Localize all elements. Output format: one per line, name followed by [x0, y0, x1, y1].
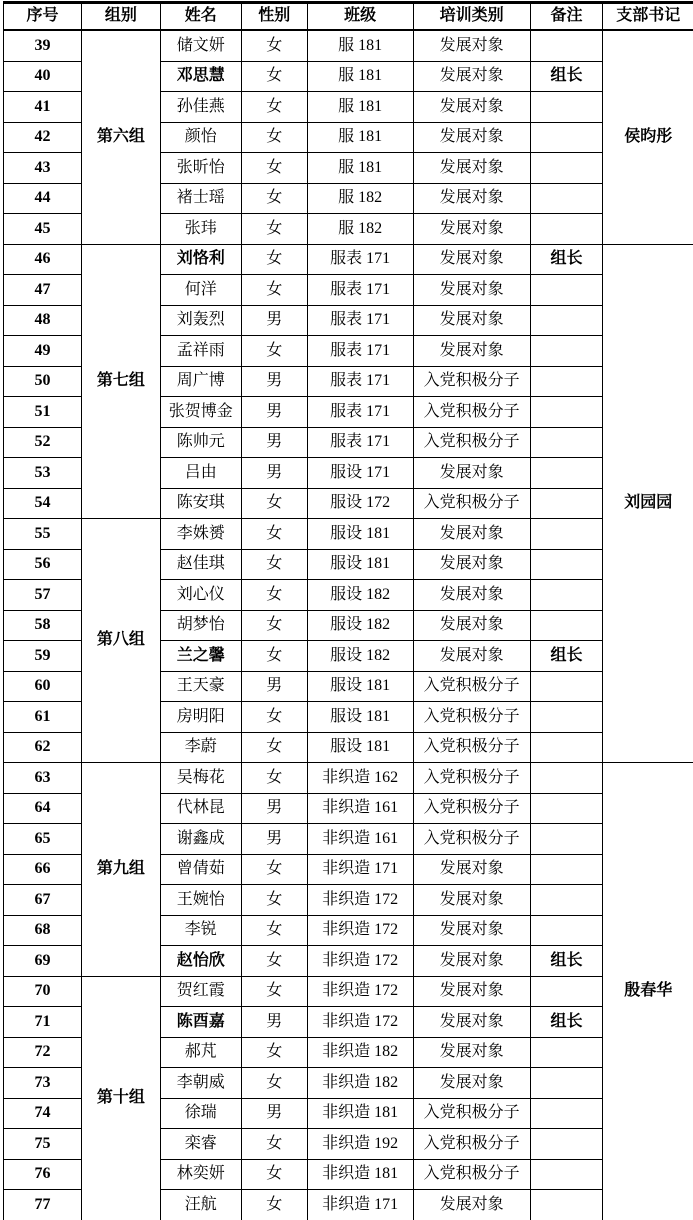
cell-class: 服 181	[307, 122, 413, 153]
cell-training-category: 入党积极分子	[413, 1129, 530, 1160]
cell-note	[530, 1037, 603, 1068]
cell-training-category: 发展对象	[413, 183, 530, 214]
cell-note	[530, 183, 603, 214]
cell-group-merged: 第九组	[81, 763, 160, 977]
cell-note	[530, 305, 603, 336]
cell-class: 服设 181	[307, 671, 413, 702]
cell-training-category: 发展对象	[413, 153, 530, 184]
cell-training-category: 发展对象	[413, 1190, 530, 1220]
cell-note	[530, 763, 603, 794]
cell-gender: 女	[241, 153, 307, 184]
cell-serial-number: 70	[4, 976, 82, 1007]
cell-serial-number: 46	[4, 244, 82, 275]
cell-serial-number: 71	[4, 1007, 82, 1038]
cell-serial-number: 47	[4, 275, 82, 306]
cell-training-category: 发展对象	[413, 214, 530, 245]
cell-name: 胡梦怡	[160, 610, 241, 641]
cell-training-category: 入党积极分子	[413, 671, 530, 702]
cell-note	[530, 458, 603, 489]
cell-note: 组长	[530, 641, 603, 672]
cell-serial-number: 54	[4, 488, 82, 519]
col-header-training-category: 培训类别	[413, 3, 530, 31]
cell-class: 服 181	[307, 61, 413, 92]
cell-class: 非织造 161	[307, 824, 413, 855]
cell-note	[530, 976, 603, 1007]
cell-serial-number: 62	[4, 732, 82, 763]
cell-serial-number: 67	[4, 885, 82, 916]
table-row	[4, 519, 693, 550]
cell-training-category: 发展对象	[413, 1037, 530, 1068]
cell-gender: 女	[241, 519, 307, 550]
cell-training-category: 入党积极分子	[413, 732, 530, 763]
cell-gender: 女	[241, 610, 307, 641]
cell-name: 曾倩茹	[160, 854, 241, 885]
cell-serial-number: 66	[4, 854, 82, 885]
table-row	[4, 244, 693, 275]
cell-serial-number: 69	[4, 946, 82, 977]
cell-class: 服表 171	[307, 336, 413, 367]
cell-training-category: 发展对象	[413, 854, 530, 885]
cell-serial-number: 57	[4, 580, 82, 611]
cell-name: 张玮	[160, 214, 241, 245]
cell-note	[530, 519, 603, 550]
cell-secretary-merged: 刘园园	[603, 244, 693, 763]
cell-class: 服 181	[307, 30, 413, 61]
cell-training-category: 入党积极分子	[413, 427, 530, 458]
cell-serial-number: 76	[4, 1159, 82, 1190]
cell-gender: 女	[241, 976, 307, 1007]
cell-gender: 男	[241, 824, 307, 855]
cell-gender: 女	[241, 183, 307, 214]
cell-note	[530, 336, 603, 367]
cell-serial-number: 64	[4, 793, 82, 824]
cell-note	[530, 275, 603, 306]
cell-class: 服 181	[307, 153, 413, 184]
cell-note	[530, 1129, 603, 1160]
cell-class: 非织造 172	[307, 885, 413, 916]
cell-gender: 男	[241, 1098, 307, 1129]
cell-name: 谢鑫成	[160, 824, 241, 855]
cell-name: 陈安琪	[160, 488, 241, 519]
cell-training-category: 发展对象	[413, 61, 530, 92]
cell-note	[530, 366, 603, 397]
cell-class: 服设 182	[307, 580, 413, 611]
cell-serial-number: 56	[4, 549, 82, 580]
cell-training-category: 发展对象	[413, 976, 530, 1007]
cell-name: 刘心仪	[160, 580, 241, 611]
cell-gender: 女	[241, 915, 307, 946]
cell-gender: 男	[241, 366, 307, 397]
cell-gender: 女	[241, 214, 307, 245]
cell-serial-number: 59	[4, 641, 82, 672]
cell-name: 贺红霞	[160, 976, 241, 1007]
cell-training-category: 入党积极分子	[413, 366, 530, 397]
cell-serial-number: 43	[4, 153, 82, 184]
cell-gender: 男	[241, 793, 307, 824]
cell-training-category: 发展对象	[413, 122, 530, 153]
cell-training-category: 入党积极分子	[413, 488, 530, 519]
cell-note	[530, 397, 603, 428]
cell-gender: 女	[241, 1037, 307, 1068]
cell-gender: 女	[241, 1159, 307, 1190]
cell-note	[530, 122, 603, 153]
cell-training-category: 入党积极分子	[413, 763, 530, 794]
cell-serial-number: 52	[4, 427, 82, 458]
cell-name: 王天豪	[160, 671, 241, 702]
cell-class: 服表 171	[307, 397, 413, 428]
cell-serial-number: 42	[4, 122, 82, 153]
cell-name: 孙佳燕	[160, 92, 241, 123]
cell-gender: 女	[241, 30, 307, 61]
cell-name: 颜怡	[160, 122, 241, 153]
cell-training-category: 发展对象	[413, 458, 530, 489]
cell-name: 吴梅花	[160, 763, 241, 794]
cell-class: 非织造 172	[307, 976, 413, 1007]
cell-note	[530, 793, 603, 824]
cell-name: 赵佳琪	[160, 549, 241, 580]
cell-name: 孟祥雨	[160, 336, 241, 367]
cell-class: 服设 171	[307, 458, 413, 489]
cell-class: 服 182	[307, 183, 413, 214]
cell-note	[530, 580, 603, 611]
cell-name: 李蔚	[160, 732, 241, 763]
cell-name: 陈酉嘉	[160, 1007, 241, 1038]
cell-class: 非织造 181	[307, 1098, 413, 1129]
cell-gender: 男	[241, 427, 307, 458]
cell-training-category: 入党积极分子	[413, 397, 530, 428]
cell-note	[530, 214, 603, 245]
cell-class: 服设 172	[307, 488, 413, 519]
cell-note	[530, 915, 603, 946]
cell-class: 非织造 162	[307, 763, 413, 794]
cell-name: 李朝威	[160, 1068, 241, 1099]
cell-note	[530, 30, 603, 61]
cell-gender: 女	[241, 854, 307, 885]
cell-class: 非织造 182	[307, 1068, 413, 1099]
cell-note: 组长	[530, 946, 603, 977]
cell-secretary-merged: 侯昀彤	[603, 30, 693, 244]
cell-name: 邓思慧	[160, 61, 241, 92]
cell-name: 徐瑞	[160, 1098, 241, 1129]
cell-training-category: 发展对象	[413, 946, 530, 977]
cell-serial-number: 61	[4, 702, 82, 733]
cell-serial-number: 73	[4, 1068, 82, 1099]
cell-group-merged: 第六组	[81, 30, 160, 244]
cell-class: 服设 181	[307, 549, 413, 580]
cell-training-category: 入党积极分子	[413, 793, 530, 824]
cell-note	[530, 1190, 603, 1220]
cell-serial-number: 48	[4, 305, 82, 336]
cell-name: 刘轰烈	[160, 305, 241, 336]
cell-name: 何洋	[160, 275, 241, 306]
cell-training-category: 发展对象	[413, 275, 530, 306]
cell-class: 服设 181	[307, 732, 413, 763]
cell-class: 非织造 172	[307, 915, 413, 946]
cell-serial-number: 58	[4, 610, 82, 641]
cell-serial-number: 63	[4, 763, 82, 794]
cell-training-category: 入党积极分子	[413, 1159, 530, 1190]
cell-gender: 女	[241, 702, 307, 733]
cell-note	[530, 1159, 603, 1190]
cell-training-category: 发展对象	[413, 1007, 530, 1038]
cell-name: 兰之馨	[160, 641, 241, 672]
cell-gender: 男	[241, 458, 307, 489]
cell-serial-number: 50	[4, 366, 82, 397]
cell-training-category: 发展对象	[413, 610, 530, 641]
col-header-branch-secretary: 支部书记	[603, 3, 693, 31]
cell-training-category: 发展对象	[413, 580, 530, 611]
cell-training-category: 入党积极分子	[413, 1098, 530, 1129]
cell-gender: 男	[241, 1007, 307, 1038]
cell-serial-number: 40	[4, 61, 82, 92]
cell-secretary-merged: 殷春华	[603, 763, 693, 1220]
cell-note	[530, 854, 603, 885]
cell-serial-number: 65	[4, 824, 82, 855]
cell-note: 组长	[530, 1007, 603, 1038]
col-header-gender: 性别	[241, 3, 307, 31]
cell-gender: 男	[241, 305, 307, 336]
cell-name: 刘恪利	[160, 244, 241, 275]
cell-gender: 女	[241, 549, 307, 580]
cell-gender: 女	[241, 580, 307, 611]
cell-note	[530, 92, 603, 123]
cell-class: 服表 171	[307, 275, 413, 306]
cell-training-category: 发展对象	[413, 305, 530, 336]
cell-serial-number: 49	[4, 336, 82, 367]
cell-class: 服设 182	[307, 610, 413, 641]
cell-gender: 女	[241, 1190, 307, 1220]
cell-training-category: 发展对象	[413, 336, 530, 367]
cell-gender: 女	[241, 488, 307, 519]
cell-name: 褚士瑶	[160, 183, 241, 214]
cell-note: 组长	[530, 61, 603, 92]
cell-training-category: 发展对象	[413, 519, 530, 550]
cell-serial-number: 72	[4, 1037, 82, 1068]
cell-gender: 女	[241, 946, 307, 977]
cell-gender: 女	[241, 763, 307, 794]
col-header-note: 备注	[530, 3, 603, 31]
table-row	[4, 30, 693, 61]
cell-group-merged: 第八组	[81, 519, 160, 763]
cell-name: 储文妍	[160, 30, 241, 61]
cell-group-merged: 第七组	[81, 244, 160, 519]
cell-training-category: 发展对象	[413, 915, 530, 946]
cell-name: 汪航	[160, 1190, 241, 1220]
cell-serial-number: 41	[4, 92, 82, 123]
cell-name: 房明阳	[160, 702, 241, 733]
cell-name: 王婉怡	[160, 885, 241, 916]
cell-serial-number: 44	[4, 183, 82, 214]
cell-gender: 女	[241, 122, 307, 153]
cell-training-category: 发展对象	[413, 30, 530, 61]
cell-gender: 男	[241, 397, 307, 428]
cell-training-category: 发展对象	[413, 1068, 530, 1099]
cell-note	[530, 1068, 603, 1099]
cell-training-category: 发展对象	[413, 549, 530, 580]
member-table	[3, 1, 693, 1220]
cell-training-category: 发展对象	[413, 92, 530, 123]
cell-gender: 女	[241, 732, 307, 763]
cell-class: 非织造 172	[307, 946, 413, 977]
cell-note	[530, 702, 603, 733]
cell-name: 赵怡欣	[160, 946, 241, 977]
cell-note	[530, 671, 603, 702]
cell-class: 非织造 181	[307, 1159, 413, 1190]
cell-gender: 女	[241, 61, 307, 92]
cell-serial-number: 51	[4, 397, 82, 428]
cell-class: 服表 171	[307, 244, 413, 275]
cell-training-category: 发展对象	[413, 244, 530, 275]
cell-class: 非织造 171	[307, 1190, 413, 1220]
col-header-serial-number: 序号	[4, 3, 82, 31]
cell-name: 郝芃	[160, 1037, 241, 1068]
cell-class: 服设 182	[307, 641, 413, 672]
cell-note: 组长	[530, 244, 603, 275]
cell-class: 服表 171	[307, 366, 413, 397]
cell-training-category: 发展对象	[413, 885, 530, 916]
cell-serial-number: 55	[4, 519, 82, 550]
cell-gender: 女	[241, 244, 307, 275]
cell-note	[530, 488, 603, 519]
cell-class: 非织造 172	[307, 1007, 413, 1038]
cell-name: 林奕妍	[160, 1159, 241, 1190]
cell-training-category: 入党积极分子	[413, 824, 530, 855]
cell-name: 代林昆	[160, 793, 241, 824]
cell-note	[530, 824, 603, 855]
cell-name: 陈帅元	[160, 427, 241, 458]
cell-gender: 女	[241, 1068, 307, 1099]
cell-serial-number: 39	[4, 30, 82, 61]
cell-class: 非织造 161	[307, 793, 413, 824]
cell-name: 吕由	[160, 458, 241, 489]
cell-training-category: 发展对象	[413, 641, 530, 672]
cell-gender: 女	[241, 1129, 307, 1160]
cell-class: 服表 171	[307, 305, 413, 336]
col-header-group: 组别	[81, 3, 160, 31]
cell-name: 张贺博金	[160, 397, 241, 428]
table-row	[4, 763, 693, 794]
cell-note	[530, 732, 603, 763]
cell-serial-number: 53	[4, 458, 82, 489]
col-header-class: 班级	[307, 3, 413, 31]
cell-gender: 女	[241, 641, 307, 672]
cell-class: 服 181	[307, 92, 413, 123]
cell-training-category: 入党积极分子	[413, 702, 530, 733]
member-table-body	[4, 30, 693, 1220]
cell-gender: 男	[241, 671, 307, 702]
cell-serial-number: 75	[4, 1129, 82, 1160]
cell-name: 栾睿	[160, 1129, 241, 1160]
cell-serial-number: 74	[4, 1098, 82, 1129]
cell-serial-number: 60	[4, 671, 82, 702]
cell-class: 非织造 192	[307, 1129, 413, 1160]
col-header-name: 姓名	[160, 3, 241, 31]
cell-class: 服表 171	[307, 427, 413, 458]
cell-note	[530, 427, 603, 458]
cell-gender: 女	[241, 336, 307, 367]
cell-note	[530, 610, 603, 641]
cell-note	[530, 153, 603, 184]
cell-serial-number: 68	[4, 915, 82, 946]
cell-gender: 女	[241, 275, 307, 306]
cell-gender: 女	[241, 885, 307, 916]
cell-serial-number: 45	[4, 214, 82, 245]
cell-group-merged: 第十组	[81, 976, 160, 1220]
cell-name: 张昕怡	[160, 153, 241, 184]
cell-note	[530, 1098, 603, 1129]
cell-gender: 女	[241, 92, 307, 123]
cell-class: 服设 181	[307, 702, 413, 733]
table-row	[4, 976, 693, 1007]
cell-serial-number: 77	[4, 1190, 82, 1220]
cell-name: 周广博	[160, 366, 241, 397]
cell-note	[530, 549, 603, 580]
cell-class: 非织造 182	[307, 1037, 413, 1068]
cell-class: 非织造 171	[307, 854, 413, 885]
cell-class: 服 182	[307, 214, 413, 245]
cell-class: 服设 181	[307, 519, 413, 550]
cell-name: 李姝赟	[160, 519, 241, 550]
table-header-row	[4, 3, 693, 31]
cell-note	[530, 885, 603, 916]
cell-name: 李锐	[160, 915, 241, 946]
